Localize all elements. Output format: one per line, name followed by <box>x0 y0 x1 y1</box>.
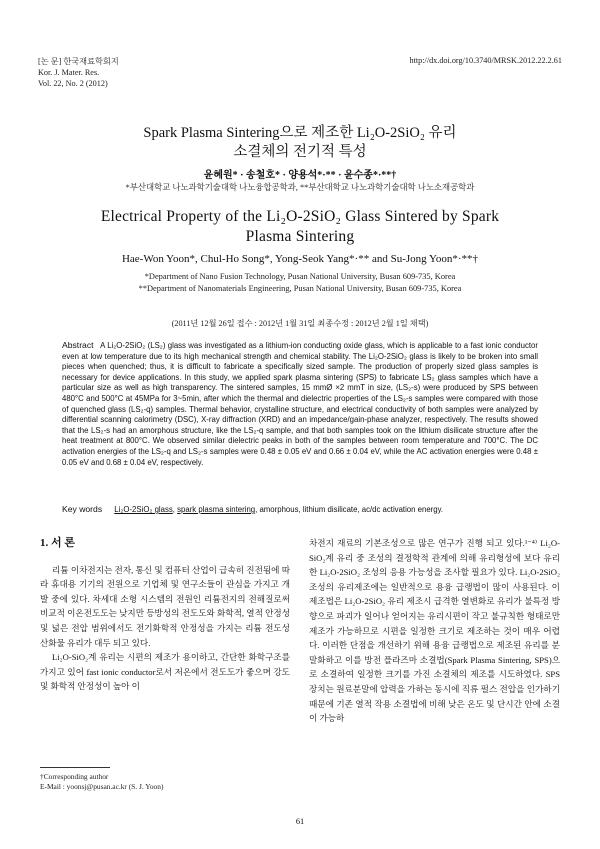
footnote-divider <box>40 767 110 768</box>
affiliation-english <box>0 271 600 294</box>
doi-link[interactable]: http://dx.doi.org/10.3740/MRSK.2012.22.2.61 <box>409 56 562 65</box>
affiliation-english-1: *Department of Nano Fusion Technology, Pusan National University, Busan 609-735, Korea <box>144 272 456 281</box>
footnote-email: E-Mail : yoonsj@pusan.ac.kr (S. J. Yoon) <box>40 782 164 791</box>
body-column-right <box>309 536 560 726</box>
received-dates: (2011년 12월 26일 접수 : 2012년 1월 31일 최종수정 : 2012년 2월 1일 채택) <box>171 319 429 328</box>
affiliation-english-2: **Department of Nanomaterials Engineering, Pusan National University, Busan 609-735, Korea <box>138 283 462 293</box>
keywords <box>62 504 538 514</box>
journal-name-en: Kor. J. Mater. Res. <box>38 68 100 77</box>
body-paragraph-1: 리튬 이차전지는 전자, 통신 및 컴퓨터 산업이 급속히 진전됨에 따라 휴대용 기기의 전원으로 기업체 및 연구소들이 관심을 가지고 개발 중에 있다. 차세대 소형 시스템의 전원인 리튬전지의 전해질로써 비교적 이온전도도는 낮지만 등방성의 전도도와 화학적, 열적 안정성 및 넓은 전압 범위에서도 전기화학적 안정성을 가지는 리튬 전도성 산화물 유리가 대두 되고 있다. <box>40 564 290 648</box>
authors-korean: 윤혜원* · 송철호* · 양용석*·** · 윤수종*·**† <box>203 170 397 181</box>
journal-volume: Vol. 22, No. 2 (2012) <box>38 79 108 88</box>
authors-english: Hae-Won Yoon*, Chul-Ho Song*, Yong-Seok Yang*·** and Su-Jong Yoon*·**† <box>121 253 479 265</box>
title-english <box>60 207 540 247</box>
body-column-left <box>40 536 290 694</box>
keyword-2: spark plasma sintering <box>177 505 256 514</box>
journal-name-ko: [논 문] 한국재료학회지 <box>38 57 119 66</box>
affiliation-korean: *부산대학교 나노과학기술대학 나노융합공학과, **부산대학교 나노과학기술대학 나노소재공학과 <box>125 183 475 192</box>
page-number: 61 <box>295 817 305 826</box>
section-heading-introduction: 1. 서 론 <box>40 537 76 549</box>
keyword-separator: , <box>172 505 178 514</box>
title-korean-line2: 소결체의 전기적 특성 <box>233 144 367 160</box>
title-english-line2: Plasma Sintering <box>245 228 355 245</box>
title-english-line1: Electrical Property of the Li₂O-2SiO₂ Glass Sintered by Spark <box>100 208 500 225</box>
keywords-rest: , amorphous, lithium disilicate, ac/dc activation energy. <box>255 505 444 514</box>
title-korean <box>0 124 600 162</box>
keywords-label: Key words <box>62 504 103 514</box>
body-paragraph-3: 차전지 재료의 기본조성으로 많은 연구가 진행 되고 있다.¹⁻⁴⁾ Li₂O-SiO₂계 유리 중 조성의 결정학적 관계에 의해 유리형성에 보다 유리한 Li₂O-2SiO₂ 조성의 응용 가능성을 조사할 필요가 있다. Li₂O-2SiO₂ 조성의 유리제조에는 일반적으로 용융 급랭법이 많이 사용된다. 이 제조법은 Li₂O-2SiO₂ 유리 제조시 급격한 열변화로 유리가 불특정 방향으로 파괴가 일어나 얻어지는 유리시편이 작고 불규칙한 형태로만 제조가 가능하므로 시편을 일정한 크기로 제조하는 것이 매우 어렵다. 이러한 단점을 개선하기 위해 용융 급랭법으로 제조된 유리를 분말화하고 이를 방전 플라즈마 소결법(Spark Plasma Sintering, SPS)으로 소결하여 일정한 크기를 가진 소결체의 제조를 시도하였다. SPS 장치는 원료분말에 압력을 가하는 동시에 직류 펄스 전압을 인가하기 때문에 기존 열적 작용 소결법에 비해 낮은 온도 및 단시간 안에 소결이 가능하 <box>309 538 560 724</box>
keyword-1: Li₂O-2SiO₂ glass <box>114 505 173 514</box>
abstract-text: A Li₂O-2SiO₂ (LS₂) glass was investigated as a lithium-ion conducting oxide glass, which is applicable to a fast ionic conductor even at low temperature due to its high mechanical strength and chemical stability. The Li₂O-2SiO₂ glass is likely to be broken into small pieces when quenched; thus, it is difficult to fabricate a specifically sized sample. The production of properly sized glass samples is necessary for device applications. In this study, we applied spark plasma sintering (SPS) to fabricate LS₂ glass samples which have a particular size as well as high transparency. The sintered samples, 15 mmØ ×2 mmT in size, (LS₂-s) were produced by SPS between 480°C and 500°C at 45MPa for 3~5min, after which the thermal and dielectric properties of the LS₂-s samples were compared with those of quenched glass (LS₂-q) samples. Thermal behavior, crystalline structure, and electrical conductivity of both samples were analyzed by differential scanning calorimetry (DSC), X-ray diffraction (XRD) and an impedance/gain-phase analyzer, respectively. The results showed that the LS₂-s had an amorphous structure, like the LS₂-q sample, and that both samples took on the lithium disilicate structure after the heat treatment at 800°C. We observed similar dielectric peaks in both of the samples between room temperature and 700°C. The DC activation energies of the LS₂-q and LS₂-s samples were 0.48 ± 0.05 eV and 0.66 ± 0.04 eV, while the AC activation energies were 0.48 ± 0.05 eV and 0.68 ± 0.04 eV, respectively. <box>62 341 538 467</box>
footnote-corresponding: †Corresponding author <box>40 772 109 781</box>
abstract-label: Abstract <box>62 340 94 350</box>
abstract <box>62 340 538 468</box>
journal-header <box>38 56 119 89</box>
footnote <box>40 772 163 792</box>
body-paragraph-2: Li₂O-SiO₂계 유리는 시편의 제조가 용이하고, 간단한 화학구조를 가지고 있어 fast ionic conductor로서 저온에서 전도도가 좋으며 강도 및 화학적 안정성이 높아 이 <box>40 652 290 692</box>
title-korean-line1: Spark Plasma Sintering으로 제조한 Li₂O-2SiO₂ 유리 <box>143 125 457 141</box>
